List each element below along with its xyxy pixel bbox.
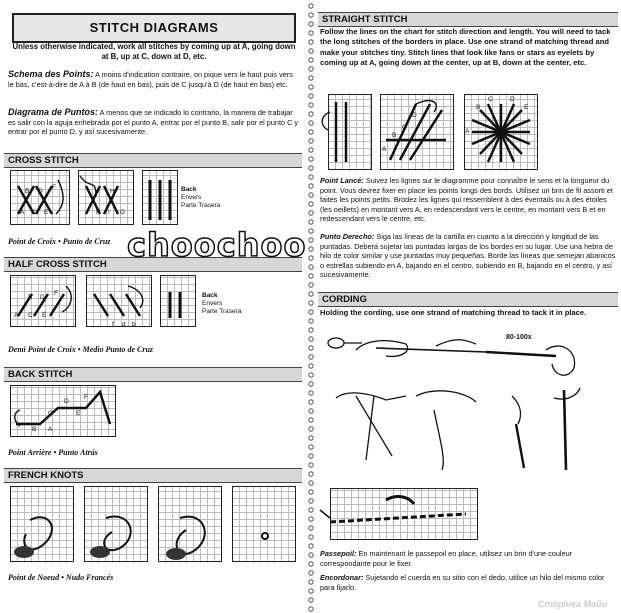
cross-letter-d: D <box>38 188 43 195</box>
spine-hole <box>309 247 313 251</box>
spine-hole <box>309 355 313 359</box>
straight-letter-a-star: A <box>465 128 470 135</box>
section-half-cross-stitch: HALF CROSS STITCH <box>4 257 302 272</box>
caption-french: Point de Noeud • Nudo Francés <box>8 573 114 582</box>
spine-hole <box>309 328 313 332</box>
straight-letter-a: A <box>382 146 387 153</box>
encordonar-paragraph <box>320 573 616 592</box>
spine-hole <box>309 364 313 368</box>
caption-back: Point Arrière • Punto Atrás <box>8 448 98 457</box>
spine-hole <box>309 40 313 44</box>
half-letter-a: A <box>14 312 19 319</box>
cording-measure: 80-100x <box>506 334 532 341</box>
spine-hole <box>309 175 313 179</box>
spine-hole <box>309 4 313 8</box>
back-letter-c: C <box>48 410 53 417</box>
spine-hole <box>309 346 313 350</box>
spine-hole <box>309 202 313 206</box>
point-lance-label: Point Lancé: <box>320 176 364 185</box>
encordonar-label: Encordonar: <box>320 573 364 582</box>
spine-hole <box>309 112 313 116</box>
footer-watermark: Сторінка Майи <box>537 599 607 609</box>
spine-hole <box>309 463 313 467</box>
spine-hole <box>309 508 313 512</box>
straight-letter-e-star: E <box>524 104 529 111</box>
spine-hole <box>309 103 313 107</box>
spine-hole <box>309 49 313 53</box>
caption-half-cross: Demi Point de Croix • Medio Punto de Cruz <box>8 345 154 354</box>
diagrama-text: A menos que se indicado lo contrario, la manera de trabajar es salir con la aguja enhebrada por el punto A, entrar por el punto B, salir por el punto C y entrar por el punto D, y así sucesivamente. <box>8 108 299 136</box>
spine-hole <box>309 220 313 224</box>
spine-hole <box>309 544 313 548</box>
intro-english: Unless otherwise indicated, work all stitches by coming up at A, going down at B, up at C, down at D, etc. <box>12 42 296 61</box>
spine-hole <box>309 391 313 395</box>
spine-hole <box>309 490 313 494</box>
legend-parte-trasera: Parte Trasera <box>181 202 221 209</box>
back-letter-e: E <box>76 410 81 417</box>
spine-hole <box>309 598 313 602</box>
spine-hole <box>309 58 313 62</box>
section-straight-stitch: STRAIGHT STITCH <box>318 12 618 27</box>
spine-hole <box>309 166 313 170</box>
spine-hole <box>309 238 313 242</box>
spine-hole <box>309 580 313 584</box>
back-letter-d: D <box>64 398 69 405</box>
spine-hole <box>309 130 313 134</box>
punto-derecho-label: Punto Derecho: <box>320 232 375 241</box>
spine-hole <box>309 436 313 440</box>
spine-hole <box>309 400 313 404</box>
spine-hole <box>309 607 313 611</box>
spine-hole <box>309 283 313 287</box>
watermark-overlay: choochoo <box>127 226 307 264</box>
spine-hole <box>309 193 313 197</box>
cording-diagram-lines <box>316 0 621 613</box>
spine-hole <box>309 454 313 458</box>
half-letter-d-lower: d <box>122 321 126 328</box>
section-cording: CORDING <box>318 292 618 307</box>
straight-intro: Follow the lines on the chart for stitch direction and length. You will need to tack the long stitches of the borders in place. Use one strand of matching thread and make your stitches tiny. Stitch lines that look like fans or stars as eyelets by coming up at A, going down at the center, up at B, down at the center, etc. <box>320 27 611 67</box>
point-lance-text: Suivez les lignes sur le diagramme pour connaître le sens et la longueur du point. Vous devrez fixer en place les points longs des bords. Utilisez un brin de fil assorti et faites les points petits. Brodez les lignes qui ressemblent à des éventails ou à des étoiles (les oeillets) en montant vers A, en redescendant vers le centre, en montant vers B et en redescendant vers le centre, etc. <box>320 176 613 223</box>
spine-hole <box>309 139 313 143</box>
cross-letter-c: C <box>32 209 37 216</box>
half-letter-f: F <box>54 290 58 297</box>
cross-letter-f: F <box>52 184 56 191</box>
spine-hole <box>309 211 313 215</box>
spine-hole <box>309 382 313 386</box>
spine-hole <box>309 535 313 539</box>
spine-hole <box>309 265 313 269</box>
half-letter-b: B <box>28 294 33 301</box>
page-spine <box>306 0 316 613</box>
legend-back: Back <box>181 186 197 193</box>
half-letter-c: C <box>28 312 33 319</box>
straight-letter-b: B <box>392 132 397 139</box>
spine-hole <box>309 418 313 422</box>
cross-letter-e: E <box>44 209 49 216</box>
diagrama-label: Diagrama de Puntos: <box>8 107 99 117</box>
back-letter-f: F <box>84 394 88 401</box>
spine-hole <box>309 274 313 278</box>
passepoil-paragraph <box>320 549 616 568</box>
back-letter-b: B <box>32 426 37 433</box>
spine-hole <box>309 499 313 503</box>
spine-hole <box>309 85 313 89</box>
straight-letter-d-star: D <box>510 96 515 103</box>
half-letter-b-lower: b <box>132 321 136 328</box>
spine-hole <box>309 427 313 431</box>
cross-letter-j: J <box>96 188 100 195</box>
spine-hole <box>309 562 313 566</box>
cross-letter-h: H <box>110 188 115 195</box>
spine-hole <box>309 571 313 575</box>
spine-hole <box>309 22 313 26</box>
straight-letter-c-star: C <box>488 96 493 103</box>
half-letter-e: E <box>42 312 47 319</box>
cross-letter-g: G <box>120 209 126 216</box>
legend-back-2: Back <box>202 292 218 299</box>
straight-letter-c: C <box>402 124 407 131</box>
spine-hole <box>309 184 313 188</box>
spine-hole <box>309 67 313 71</box>
spine-hole <box>309 310 313 314</box>
legend-envers-2: Envers <box>202 300 223 307</box>
spine-hole <box>309 121 313 125</box>
schema-text: A moins d'indication contraire, on pique vers le haut puis vers le bas, c'est-à-dire de A à B (de haut en bas), puis de C jusqu'à D (de haut en bas) etc. <box>8 70 293 89</box>
spine-hole <box>309 13 313 17</box>
spine-hole <box>309 148 313 152</box>
cross-letter-b: B <box>25 188 30 195</box>
spine-hole <box>309 337 313 341</box>
straight-letter-d: D <box>412 112 417 119</box>
encordonar-text: Sujetando el cuerda en su sitio con el dedo, utilice un hilo del mismo color para fijarlo. <box>320 573 605 592</box>
spine-hole <box>309 589 313 593</box>
legend-parte-trasera-2: Parte Trasera <box>202 308 242 315</box>
punto-derecho-text: Siga las líneas de la cartilla en cuanto a la dirección y longitud de las puntadas. Deberá sujetar las puntadas largas de los bordes en su lugar. Use una hebra de hilo de color similar y use puntadas muy pequeñas. Borde las líneas que semejan abanicos o estrellas subiendo en A, bajando en el centro, subiendo en B, bajando en el centro, y así sucesivamente. <box>320 232 616 279</box>
back-letter-a: A <box>48 426 53 433</box>
passepoil-label: Passepoil: <box>320 549 357 558</box>
section-back-stitch: BACK STITCH <box>4 367 302 382</box>
cross-letter-k: K <box>96 209 101 216</box>
spine-hole <box>309 157 313 161</box>
spine-hole <box>309 31 313 35</box>
spine-hole <box>309 373 313 377</box>
french-knot-lines <box>0 0 306 613</box>
straight-letter-b-star: B <box>476 104 481 111</box>
spine-hole <box>309 553 313 557</box>
spine-hole <box>309 409 313 413</box>
half-letter-f-lower: f <box>112 321 114 328</box>
page-title: STITCH DIAGRAMS <box>12 13 296 43</box>
section-cross-stitch: CROSS STITCH <box>4 153 302 168</box>
spine-hole <box>309 445 313 449</box>
spine-hole <box>309 76 313 80</box>
caption-cross: Point de Croix • Punto de Cruz <box>8 237 111 246</box>
spine-hole <box>309 517 313 521</box>
spine-hole <box>309 472 313 476</box>
section-french-knots: FRENCH KNOTS <box>4 468 302 483</box>
schema-label: Schema des Points: <box>8 69 94 79</box>
cording-intro: Holding the cording, use one strand of matching thread to tack it in place. <box>320 308 587 317</box>
legend-envers: Envers <box>181 194 202 201</box>
spine-hole <box>309 301 313 305</box>
passepoil-text: En maintenant le passepoil en place, utilisez un brin d'une couleur correspondante pour le fixer. <box>320 549 573 568</box>
cross-letter-i: I <box>108 209 110 216</box>
spine-hole <box>309 229 313 233</box>
cross-letter-a: A <box>20 209 25 216</box>
spine-hole <box>309 256 313 260</box>
spine-hole <box>309 94 313 98</box>
spine-hole <box>309 481 313 485</box>
half-letter-d: D <box>40 294 45 301</box>
spine-hole <box>309 526 313 530</box>
spine-hole <box>309 319 313 323</box>
spine-hole <box>309 292 313 296</box>
